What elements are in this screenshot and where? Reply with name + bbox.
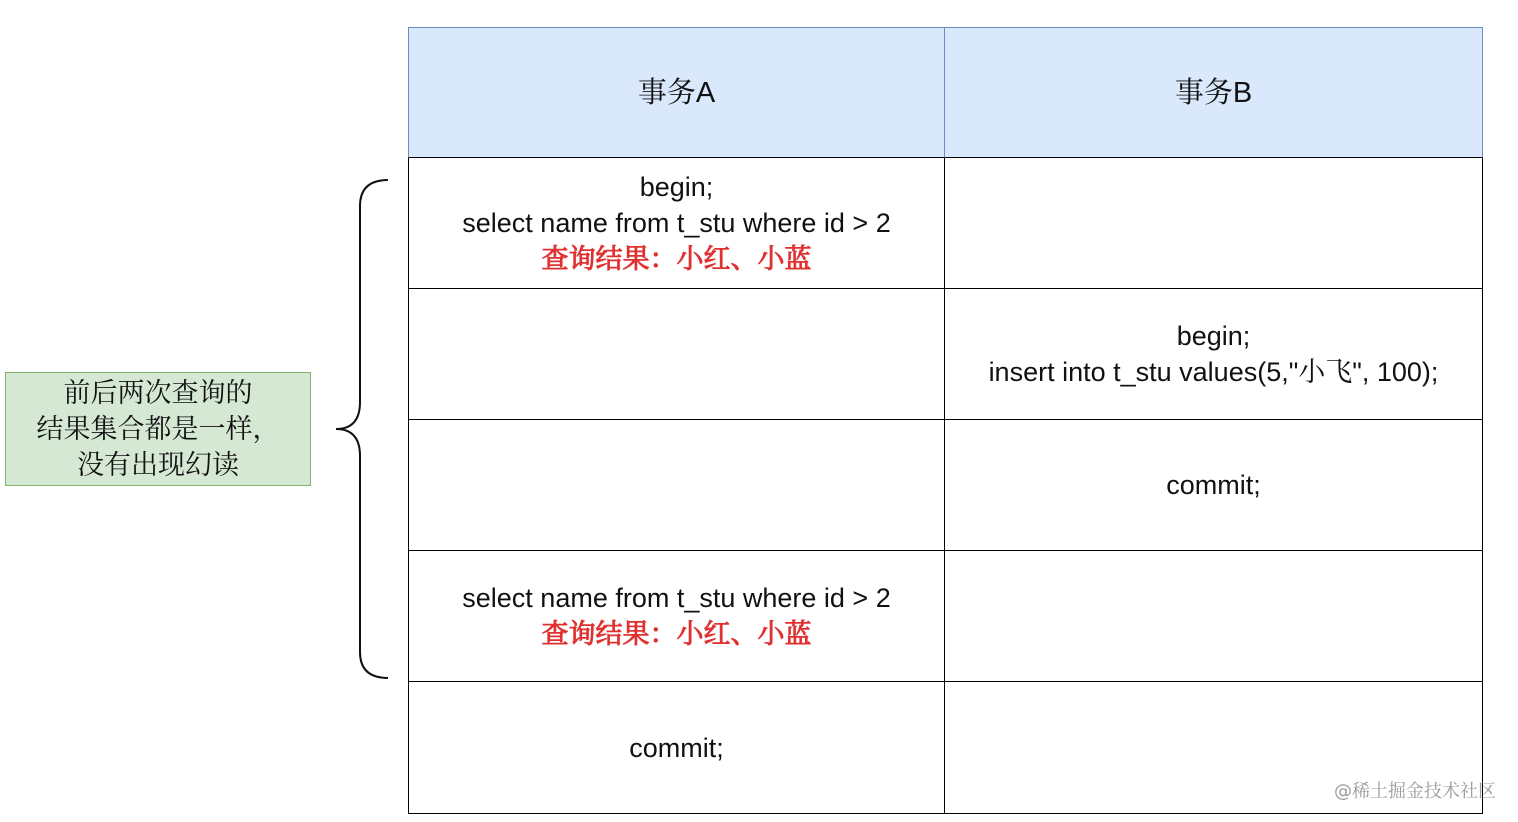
note-line-3: 没有出现幻读 (77, 450, 239, 480)
statement: commit; (629, 732, 724, 763)
row-4-transaction-a (408, 551, 945, 682)
statement: select name from t_stu where id > 2 (462, 208, 891, 238)
row-5-transaction-a (408, 682, 945, 814)
note-line-1: 前后两次查询的 (63, 378, 253, 408)
watermark: @稀土掘金技术社区 (1334, 781, 1496, 802)
header-transaction-b: 事务B (945, 28, 1483, 158)
statement: commit; (1166, 470, 1261, 500)
statement: select name from t_stu where id > 2 (462, 583, 891, 613)
row-4-transaction-b (945, 551, 1483, 682)
conclusion-note (5, 372, 311, 486)
row-3-transaction-b (945, 420, 1483, 551)
transaction-table (408, 27, 1483, 813)
row-2-transaction-a (408, 289, 945, 420)
query-result: 查询结果：小红、小蓝 (541, 244, 812, 274)
row-1-transaction-a (408, 158, 945, 289)
curly-brace (330, 176, 392, 682)
statement: begin; (1176, 321, 1251, 351)
statement: begin; (639, 172, 714, 202)
query-result: 查询结果：小红、小蓝 (541, 619, 812, 649)
row-2-transaction-b (945, 289, 1483, 420)
statement: insert into t_stu values(5,"小飞", 100); (988, 357, 1439, 387)
note-line-2: 结果集合都是一样， (36, 414, 280, 444)
row-3-transaction-a (408, 420, 945, 551)
row-1-transaction-b (945, 158, 1483, 289)
header-transaction-a: 事务A (408, 28, 945, 158)
